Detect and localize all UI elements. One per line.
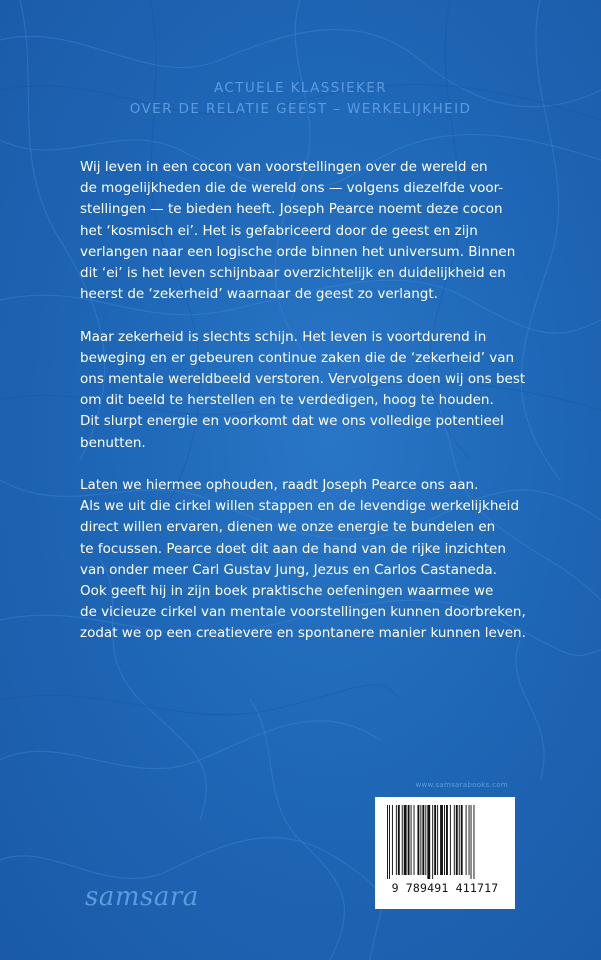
text-line: van onder meer Carl Gustav Jung, Jezus en Carlos Castaneda. <box>80 561 497 578</box>
text-line: Maar zekerheid is slechts schijn. Het leven is voortdurend in <box>80 328 487 345</box>
barcode-bar <box>461 805 463 875</box>
text-line: Dit slurpt energie en voorkomt dat we ons volledige potentieel <box>80 413 504 430</box>
text-line: stellingen — te bieden heeft. Joseph Pearce noemt deze cocon <box>80 201 503 218</box>
text-line: de vicieuze cirkel van mentale voorstellingen kunnen doorbreken, <box>80 604 526 621</box>
barcode-bar <box>387 805 388 879</box>
barcode-bar <box>389 805 390 879</box>
text-line: te focussen. Pearce doet dit aan de hand van de rijke inzichten <box>80 540 506 557</box>
publisher-website: www.samsarabooks.com <box>415 781 508 789</box>
barcode-bar <box>402 805 403 875</box>
barcode-bar <box>446 805 448 875</box>
barcode-bars <box>387 805 503 879</box>
blurb-paragraph-1 <box>80 157 550 305</box>
text-line: de mogelijkheden die de wereld ons — volgens diezelfde voor- <box>80 180 504 197</box>
barcode-bar <box>422 805 424 875</box>
barcode-bar <box>440 805 443 875</box>
barcode-bar <box>469 805 470 875</box>
barcode-bar <box>420 805 421 875</box>
text-line: Ook geeft hij in zijn boek praktische oefeningen waarmee we <box>80 583 494 600</box>
blurb-text <box>80 157 550 666</box>
text-line: dit ‘ei’ is het leven schijnbaar overzichtelijk en duidelijkheid en <box>80 265 506 282</box>
text-line: direct willen ervaren, dienen we onze energie te bundelen en <box>80 519 496 536</box>
barcode-bar <box>392 805 393 875</box>
barcode-bar <box>450 805 451 875</box>
barcode-bar <box>459 805 460 875</box>
barcode-bar <box>471 805 472 879</box>
barcode-bar <box>437 805 438 875</box>
isbn-number: 9 789491 411717 <box>391 881 499 895</box>
barcode-bar <box>396 805 397 875</box>
text-line: Als we uit die cirkel willen stappen en de levendige werkelijkheid <box>80 498 520 515</box>
text-line: Laten we hiermee ophouden, raadt Joseph Pearce ons aan. <box>80 477 479 494</box>
barcode-bar <box>432 805 433 879</box>
barcode-bar <box>425 805 426 875</box>
barcode-bar <box>411 805 412 875</box>
barcode-bar <box>444 805 445 875</box>
text-line: het ‘kosmisch ei’. Het is gefabriceerd door de geest en zijn <box>80 222 478 239</box>
barcode-bar <box>408 805 410 875</box>
header-line-1: ACTUELE KLASSIEKER <box>214 80 387 96</box>
isbn-barcode <box>375 797 515 909</box>
text-line: Wij leven in een cocon van voorstellingen over de wereld en <box>80 159 488 175</box>
barcode-bar <box>474 805 475 879</box>
barcode-bar <box>417 805 419 875</box>
text-line: benutten. <box>80 434 146 451</box>
barcode-bar <box>414 805 415 875</box>
barcode-bar <box>454 805 455 875</box>
text-line: beweging en er gebeuren continue zaken die de ‘zekerheid’ van <box>80 349 515 366</box>
barcode-bar <box>456 805 458 875</box>
publisher-logo: samsara <box>85 882 199 912</box>
barcode-bar <box>427 805 430 879</box>
text-line: ons mentale wereldbeeld verstoren. Vervolgens doen wij ons best <box>80 371 526 388</box>
blurb-paragraph-3 <box>80 475 550 645</box>
text-line: om dit beeld te herstellen en te verdedigen, hoog te houden. <box>80 392 494 409</box>
barcode-bar <box>404 805 407 875</box>
blurb-paragraph-2 <box>80 327 550 454</box>
text-line: zodat we op een creatievere en spontanere manier kunnen leven. <box>80 625 526 642</box>
barcode-bar <box>434 805 436 875</box>
barcode-bar <box>398 805 400 875</box>
header-tagline <box>0 78 601 120</box>
barcode-bar <box>466 805 467 875</box>
text-line: verlangen naar een logische orde binnen het universum. Binnen <box>80 243 516 260</box>
text-line: heerst de ‘zekerheid’ waarnaar de geest zo verlangt. <box>80 286 438 303</box>
header-line-2: OVER DE RELATIE GEEST – WERKELIJKHEID <box>129 101 472 117</box>
